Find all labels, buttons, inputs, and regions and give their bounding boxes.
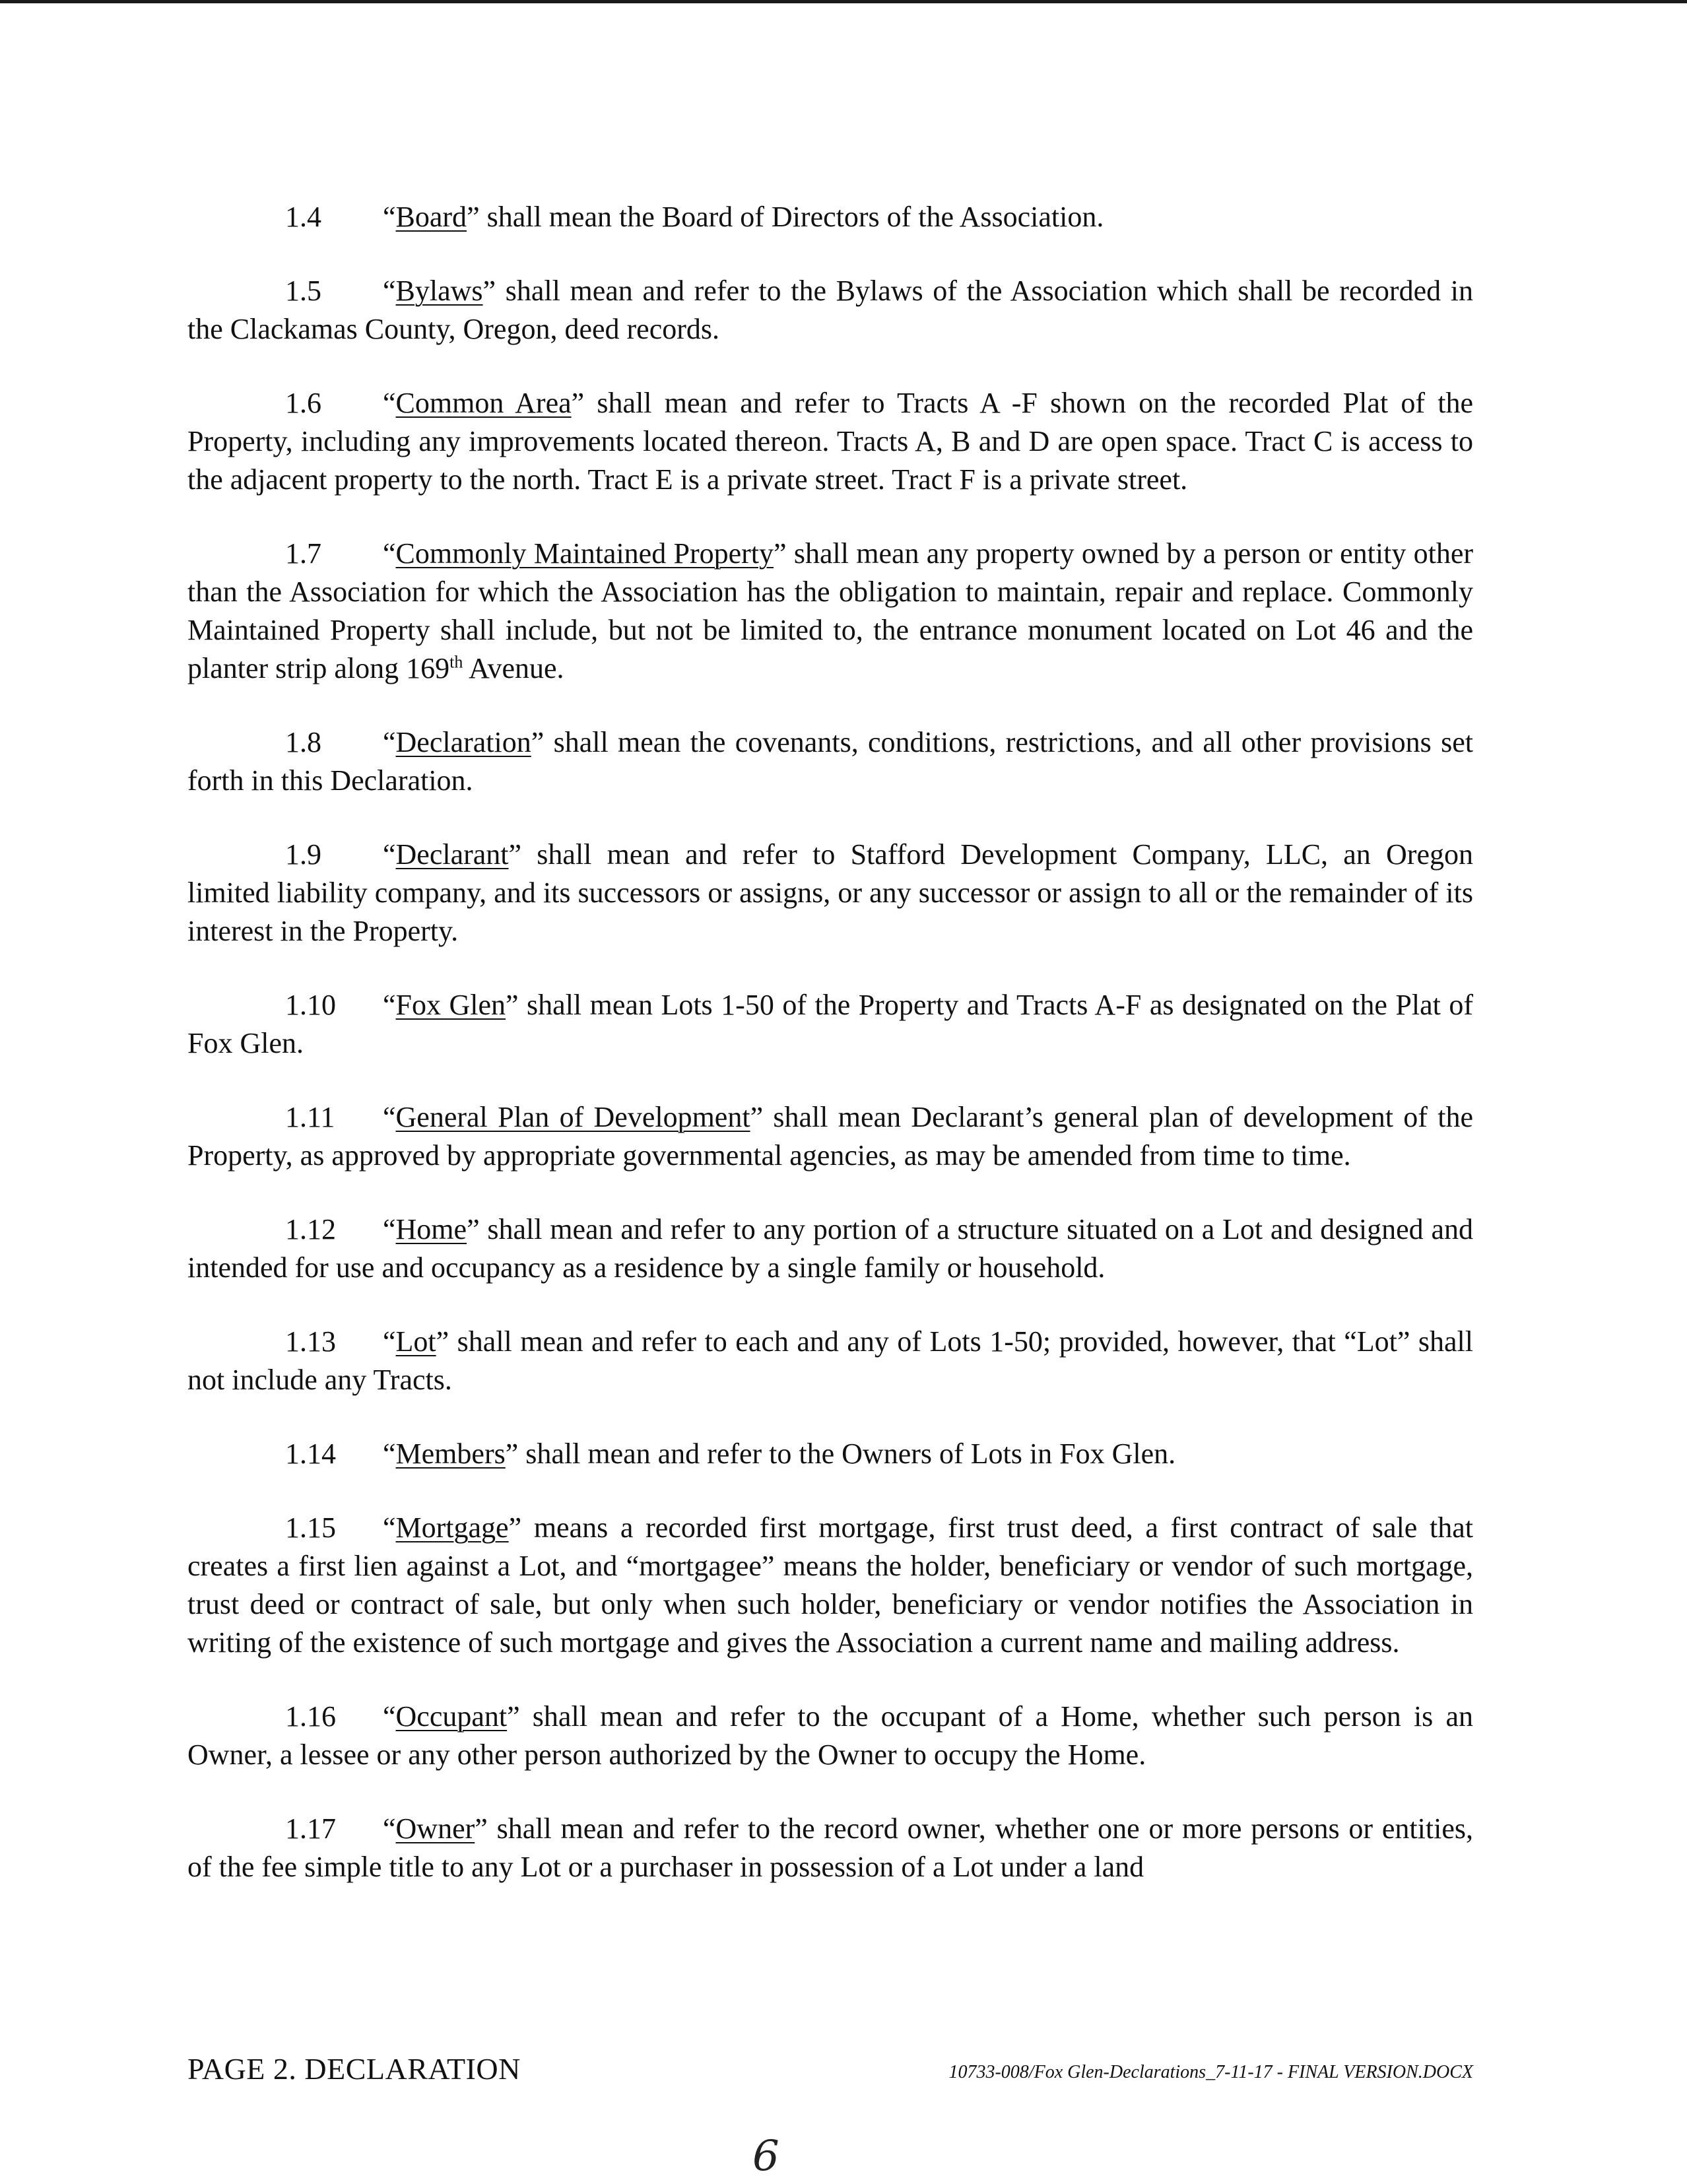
defined-term: Home (395, 1213, 467, 1245)
definition-1-14: 1.14 “Members” shall mean and refer to the Owners of Lots in Fox Glen. (187, 1435, 1473, 1473)
handwritten-page-mark: 6 (752, 2132, 779, 2181)
definition-1-4: 1.4 “Board” shall mean the Board of Directors of the Association. (187, 198, 1473, 236)
definition-1-17: 1.17 “Owner” shall mean and refer to the record owner, whether one or more persons or entities, of the fee simple title to any Lot or a purchaser in possession of a Lot under a land (187, 1810, 1473, 1886)
defined-term: Lot (395, 1325, 436, 1358)
section-number: 1.8 (285, 726, 321, 758)
definition-1-9: 1.9 “Declarant” shall mean and refer to Stafford Development Company, LLC, an Oregon limited liability company, and its successors or assigns, or any successor or assign to all or the remainder of its interest in the Property. (187, 836, 1473, 950)
definition-text: ” shall mean any property owned by a person or entity other than the Association for which the Association has the obligation to maintain, repair and replace. Commonly Maintained Property shall include, but not be limited to, the entrance monument located on Lot 46 and the planter strip along 169 (187, 537, 1474, 684)
section-number: 1.4 (285, 201, 321, 233)
defined-term: Members (395, 1438, 506, 1470)
definition-1-7: 1.7 “Commonly Maintained Property” shall mean any property owned by a person or entity other than the Association for which the Association has the obligation to maintain, repair and replace. Commonly Maintained Property shall include, but not be limited to, the entrance monument located on Lot 46 and the planter strip along 169th Avenue. (187, 535, 1473, 688)
definition-1-8: 1.8 “Declaration” shall mean the covenants, conditions, restrictions, and all other provisions set forth in this Declaration. (187, 723, 1473, 800)
definition-text: ” shall mean Lots 1-50 of the Property and Tracts A-F as designated on the Plat of Fox Glen. (187, 989, 1473, 1059)
top-border-line (0, 0, 1687, 3)
definition-text: ” shall mean and refer to Stafford Development Company, LLC, an Oregon limited liability company, and its successors or assigns, or any successor or assign to all or the remainder of its interest in the Property. (187, 838, 1473, 947)
ordinal-superscript: th (449, 652, 463, 672)
definition-1-12: 1.12 “Home” shall mean and refer to any portion of a structure situated on a Lot and designed and intended for use and occupancy as a residence by a single family or household. (187, 1210, 1473, 1287)
defined-term: General Plan of Development (395, 1101, 750, 1133)
definition-text: ” shall mean and refer to the Owners of Lots in Fox Glen. (505, 1438, 1176, 1470)
defined-term: Commonly Maintained Property (395, 537, 774, 570)
section-number: 1.9 (285, 838, 321, 871)
section-number: 1.17 (285, 1812, 336, 1845)
definition-1-16: 1.16 “Occupant” shall mean and refer to the occupant of a Home, whether such person is an Owner, a lessee or any other person authorized by the Owner to occupy the Home. (187, 1698, 1473, 1774)
definition-text: ” shall mean and refer to the occupant of a Home, whether such person is an Owner, a lessee or any other person authorized by the Owner to occupy the Home. (187, 1700, 1473, 1771)
defined-term: Owner (395, 1812, 475, 1845)
section-number: 1.15 (285, 1511, 336, 1544)
section-number: 1.5 (285, 275, 321, 307)
definition-text: ” shall mean the Board of Directors of the Association. (467, 201, 1104, 233)
defined-term: Common Area (395, 387, 572, 419)
definition-text-end: Avenue. (463, 652, 564, 684)
definition-text: ” shall mean and refer to each and any of Lots 1-50; provided, however, that “Lot” shall not include any Tracts. (187, 1325, 1473, 1396)
defined-term: Fox Glen (395, 989, 506, 1021)
definition-1-13: 1.13 “Lot” shall mean and refer to each and any of Lots 1-50; provided, however, that “Lot” shall not include any Tracts. (187, 1323, 1473, 1399)
footer-file-reference: 10733-008/Fox Glen-Declarations_7-11-17 - FINAL VERSION.DOCX (948, 2062, 1473, 2082)
section-number: 1.10 (285, 989, 336, 1021)
definition-text: ” shall mean and refer to the record owner, whether one or more persons or entities, of the fee simple title to any Lot or a purchaser in possession of a Lot under a land (187, 1812, 1473, 1883)
section-number: 1.12 (285, 1213, 336, 1245)
section-number: 1.11 (285, 1101, 335, 1133)
definition-1-6: 1.6 “Common Area” shall mean and refer to Tracts A -F shown on the recorded Plat of the Property, including any improvements located thereon. Tracts A, B and D are open space. Tract C is access to the adjacent property to the north. Tract E is a private street. Tract F is a private street. (187, 384, 1473, 499)
definition-1-10: 1.10 “Fox Glen” shall mean Lots 1-50 of the Property and Tracts A-F as designated on the Plat of Fox Glen. (187, 986, 1473, 1063)
defined-term: Declaration (395, 726, 531, 758)
definition-text: ” shall mean Declarant’s general plan of development of the Property, as approved by appropriate governmental agencies, as may be amended from time to time. (187, 1101, 1474, 1172)
section-number: 1.13 (285, 1325, 336, 1358)
definition-text: ” means a recorded first mortgage, first trust deed, a first contract of sale that creates a first lien against a Lot, and “mortgagee” means the holder, beneficiary or vendor of such mortgage, trust deed or contract of sale, but only when such holder, beneficiary or vendor notifies the Association in writing of the existence of such mortgage and gives the Association a current name and mailing address. (187, 1511, 1473, 1659)
definition-text: ” shall mean and refer to Tracts A -F shown on the recorded Plat of the Property, including any improvements located thereon. Tracts A, B and D are open space. Tract C is access to the adjacent property to the north. Tract E is a private street. Tract F is a private street. (187, 387, 1473, 496)
defined-term: Declarant (395, 838, 509, 871)
definition-text: ” shall mean the covenants, conditions, restrictions, and all other provisions set forth in this Declaration. (187, 726, 1473, 797)
section-number: 1.14 (285, 1438, 336, 1470)
section-number: 1.6 (285, 387, 321, 419)
defined-term: Bylaws (395, 275, 483, 307)
document-body (187, 198, 1473, 1922)
definition-1-11: 1.11 “General Plan of Development” shall mean Declarant’s general plan of development of the Property, as approved by appropriate governmental agencies, as may be amended from time to time. (187, 1098, 1473, 1175)
defined-term: Board (395, 201, 467, 233)
defined-term: Occupant (395, 1700, 508, 1733)
definition-text: ” shall mean and refer to the Bylaws of the Association which shall be recorded in the Clackamas County, Oregon, deed records. (187, 275, 1473, 345)
defined-term: Mortgage (395, 1511, 509, 1544)
definition-text: ” shall mean and refer to any portion of a structure situated on a Lot and designed and intended for use and occupancy as a residence by a single family or household. (187, 1213, 1473, 1284)
section-number: 1.16 (285, 1700, 336, 1733)
definition-1-15: 1.15 “Mortgage” means a recorded first mortgage, first trust deed, a first contract of sale that creates a first lien against a Lot, and “mortgagee” means the holder, beneficiary or vendor of such mortgage, trust deed or contract of sale, but only when such holder, beneficiary or vendor notifies the Association in writing of the existence of such mortgage and gives the Association a current name and mailing address. (187, 1509, 1473, 1662)
footer-page-label: PAGE 2. DECLARATION (187, 2052, 521, 2086)
definition-1-5: 1.5 “Bylaws” shall mean and refer to the Bylaws of the Association which shall be recorded in the Clackamas County, Oregon, deed records. (187, 272, 1473, 348)
section-number: 1.7 (285, 537, 321, 570)
